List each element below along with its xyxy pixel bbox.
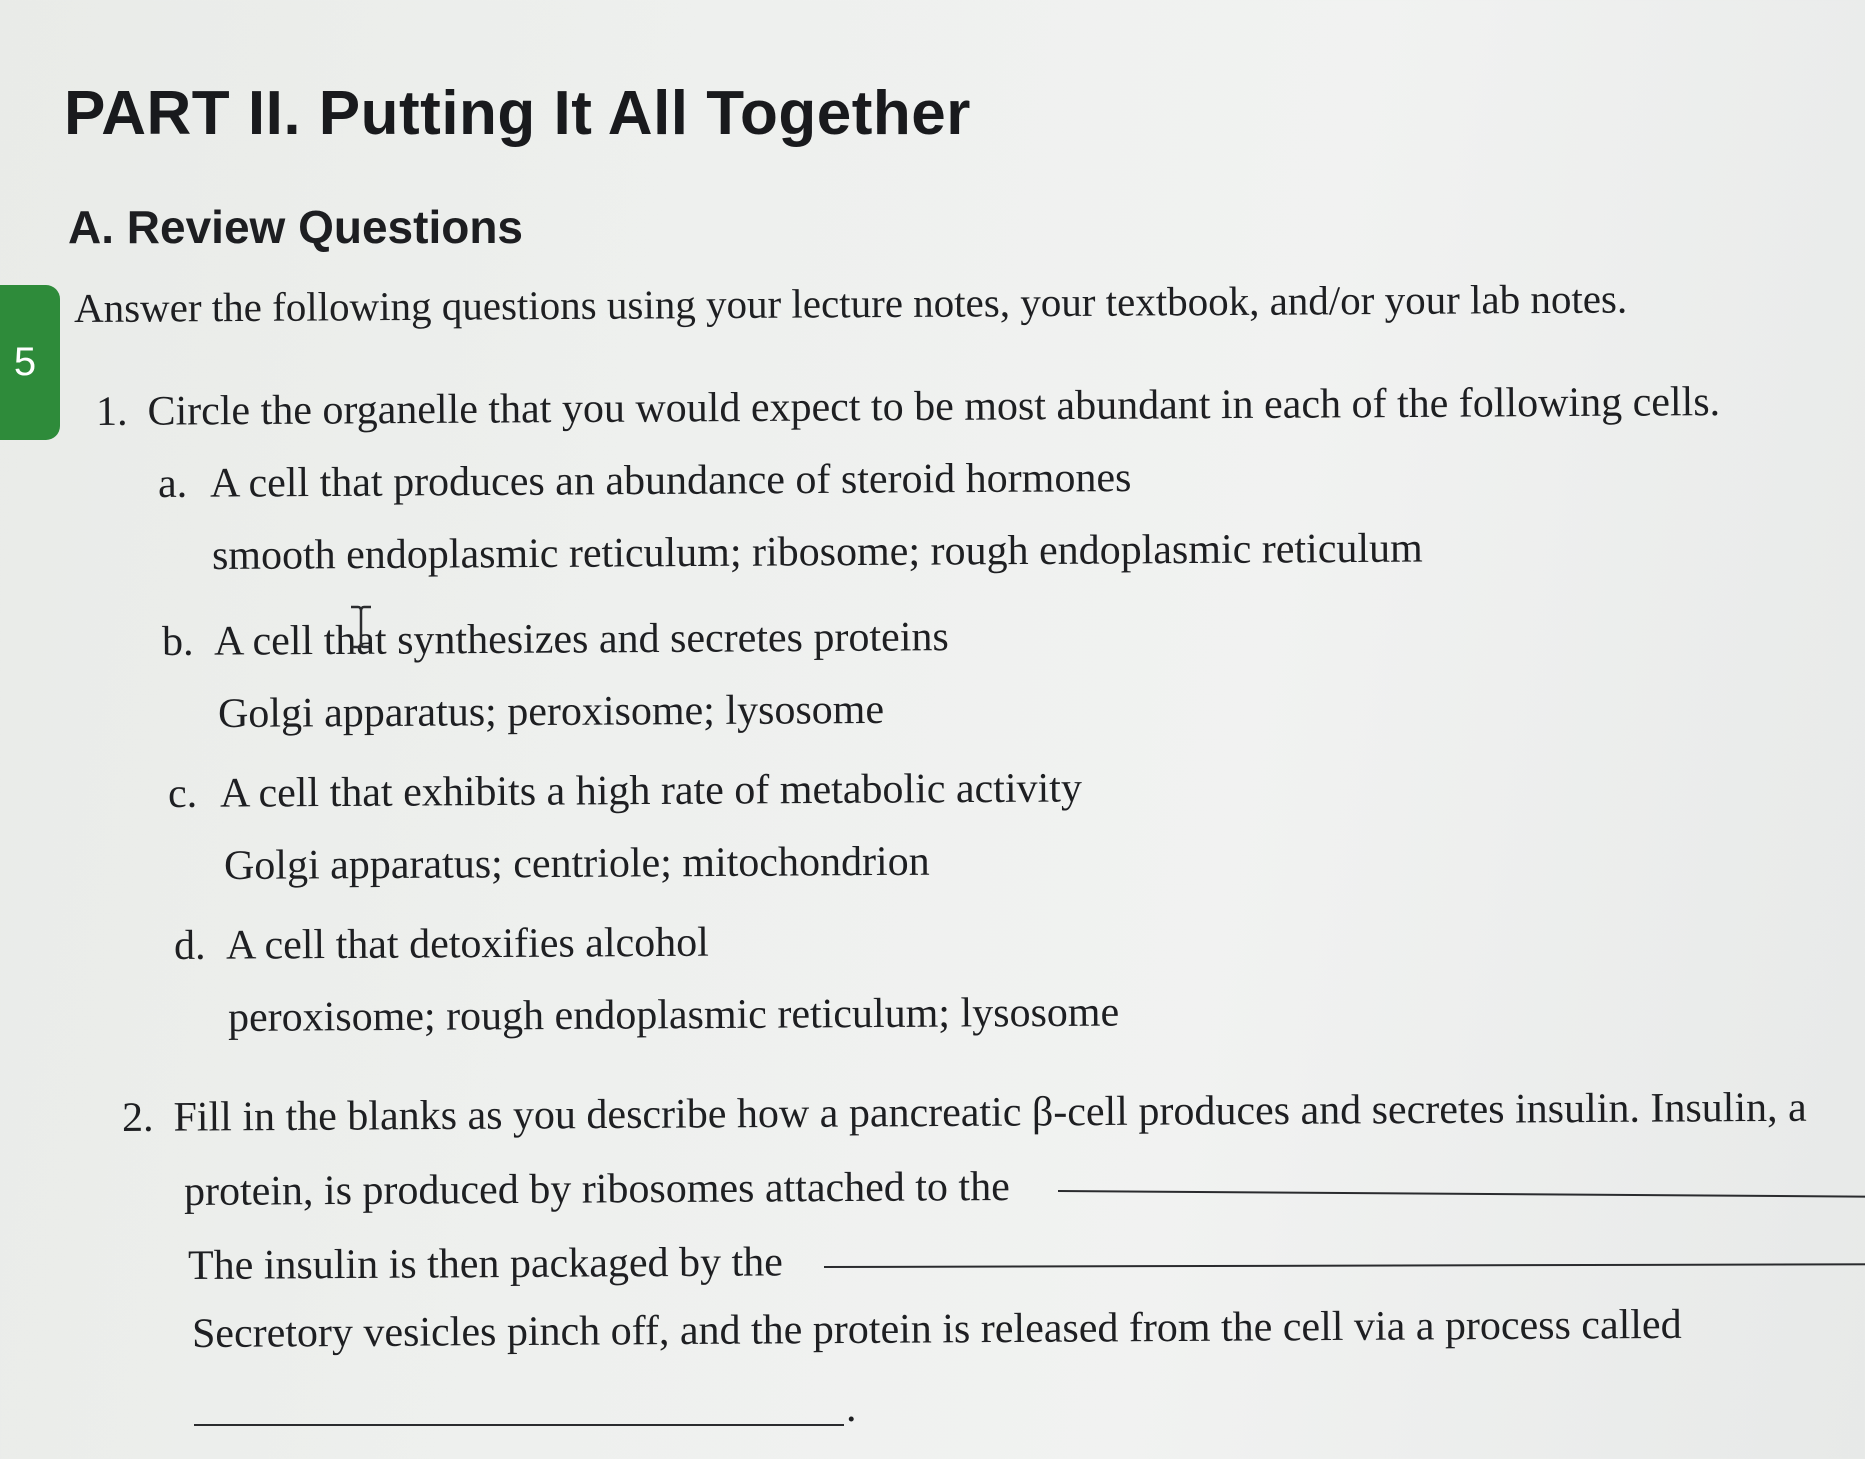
question-1c-prompt: [168, 764, 1082, 818]
page-badge[interactable]: [0, 285, 60, 440]
answer-blank-1[interactable]: [1058, 1190, 1865, 1198]
question-text: Fill in the blanks as you describe how a pancreatic β-cell produces and secretes insulin. Insulin, a: [173, 1084, 1807, 1141]
question-1: [96, 378, 1720, 436]
part-title: PART II. Putting It All Together: [64, 79, 971, 148]
question-2-line-3: The insulin is then packaged by the: [187, 1239, 783, 1289]
item-letter: d.: [173, 922, 206, 969]
item-prompt: A cell that detoxifies alcohol: [225, 919, 709, 969]
sentence-period: .: [846, 1385, 857, 1431]
instructions: Answer the following questions using your lecture notes, your textbook, and/or your lab notes.: [73, 275, 1628, 331]
question-1d-options[interactable]: peroxisome; rough endoplasmic reticulum; lysosome: [227, 989, 1120, 1041]
question-1b-prompt: [162, 613, 949, 666]
question-number: 1.: [95, 388, 128, 435]
question-1c-options[interactable]: Golgi apparatus; centriole; mitochondrion: [223, 838, 930, 889]
item-prompt: A cell that produces an abundance of steroid hormones: [209, 455, 1132, 507]
item-prompt: A cell that synthesizes and secretes proteins: [213, 614, 949, 665]
question-1a-prompt: [158, 454, 1132, 508]
question-2-line-4: Secretory vesicles pinch off, and the protein is released from the cell via a process called: [191, 1301, 1682, 1357]
question-1a-options[interactable]: smooth endoplasmic reticulum; ribosome; rough endoplasmic reticulum: [211, 525, 1423, 579]
item-letter: b.: [161, 618, 194, 665]
item-prompt: A cell that exhibits a high rate of metabolic activity: [219, 765, 1083, 817]
question-text: Circle the organelle that you would expect to be most abundant in each of the following cells.: [147, 379, 1721, 435]
question-1b-options[interactable]: Golgi apparatus; peroxisome; lysosome: [217, 686, 885, 737]
item-letter: a.: [157, 460, 188, 507]
answer-blank-2[interactable]: [824, 1263, 1865, 1268]
badge-number: 5: [13, 340, 37, 384]
question-1d-prompt: [174, 919, 709, 970]
item-letter: c.: [167, 770, 198, 817]
text-cursor-icon: [348, 605, 374, 649]
question-number: 2.: [121, 1094, 154, 1141]
question-2: [122, 1084, 1807, 1142]
section-title: A. Review Questions: [68, 201, 524, 253]
question-2-line-2: protein, is produced by ribosomes attached to the: [183, 1163, 1010, 1215]
answer-blank-3[interactable]: [194, 1424, 844, 1426]
